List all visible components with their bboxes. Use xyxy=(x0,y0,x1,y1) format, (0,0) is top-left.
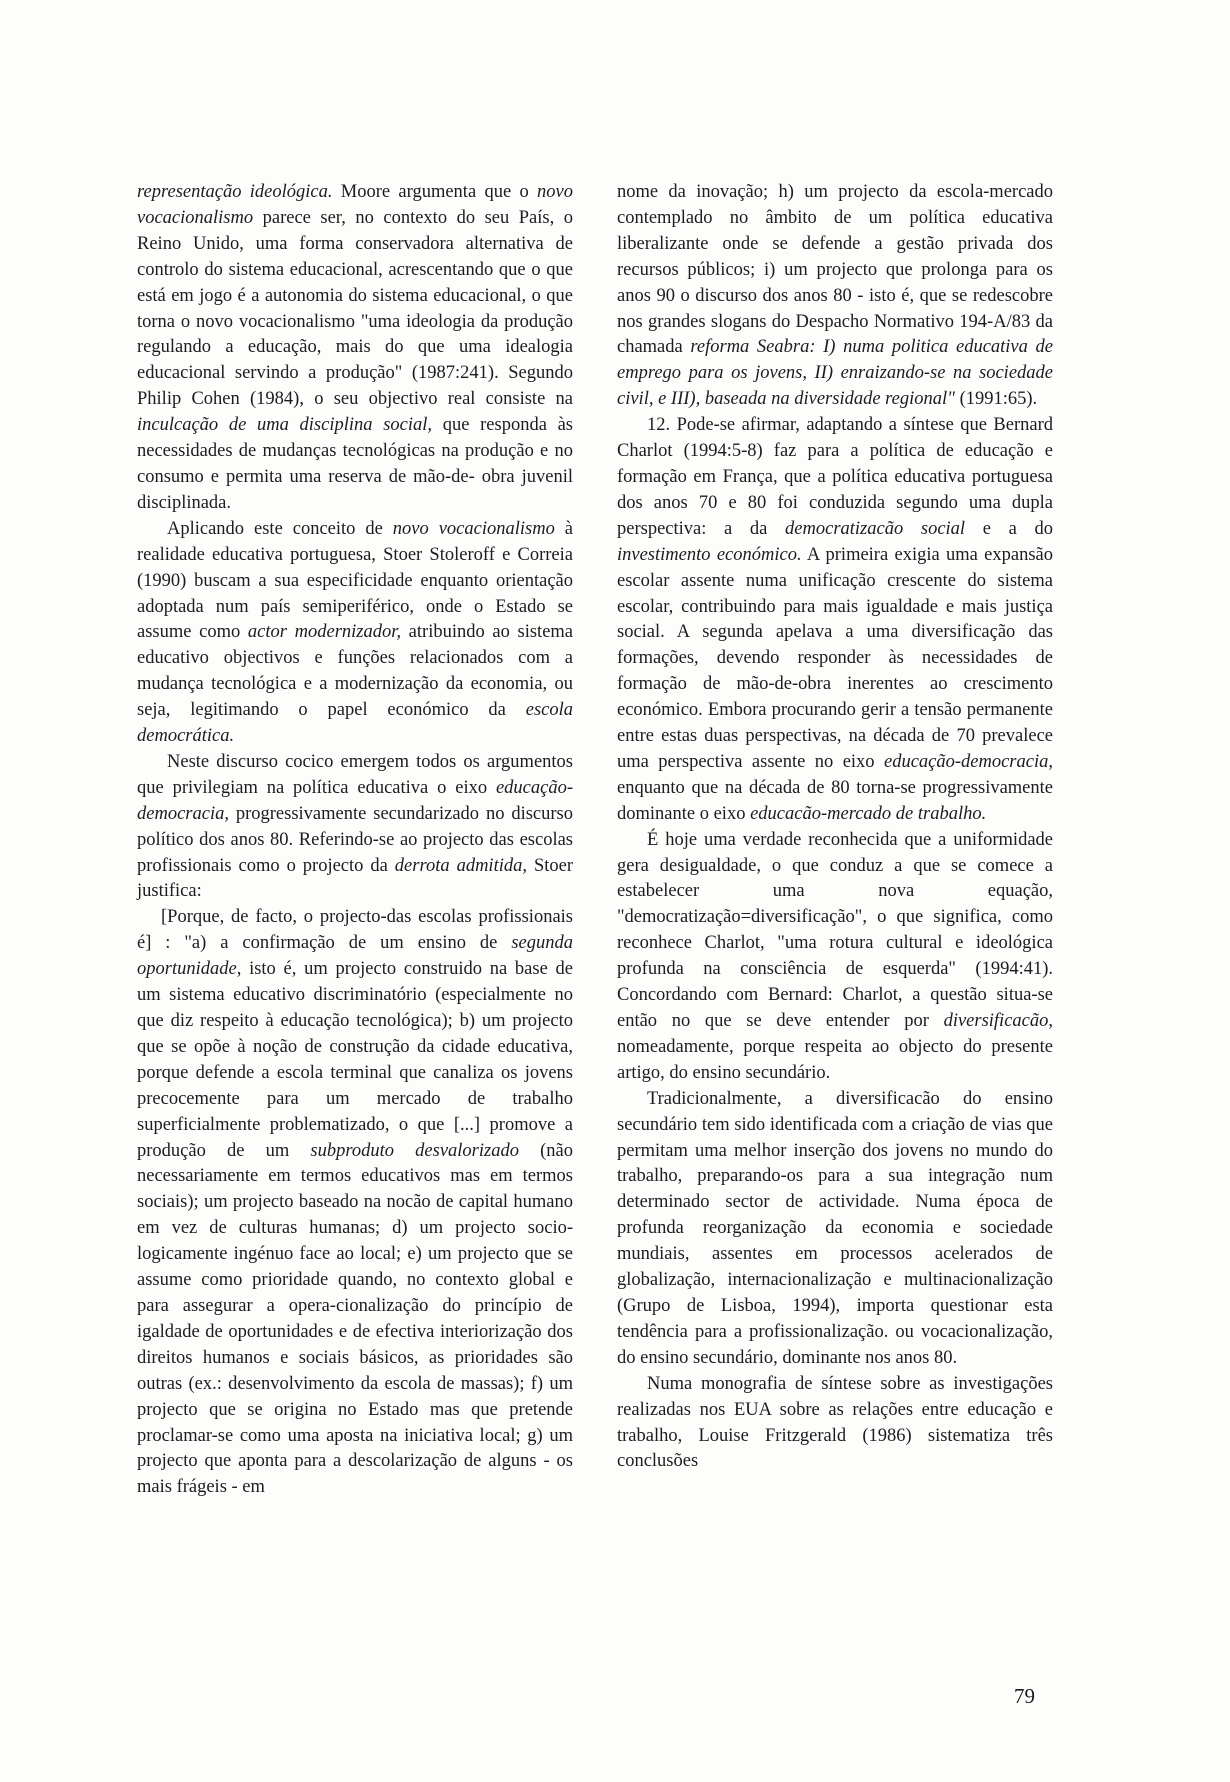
text-run: à realidade educativa portuguesa, Stoer Stoleroff e Correia (1990) buscam a sua especificidade enquanto orientação adoptada num país semiperiférico, onde o Estado se assume como xyxy=(137,518,574,643)
left-column xyxy=(137,180,573,1501)
text-run: que responda às necessidades de mudanças tecnológicas na produção e no consumo e permita uma reserva de mão-de- obra juvenil disciplinada. xyxy=(137,415,573,513)
text-run: atribuindo ao sistema educativo objectivos e funções relacionados com a mudança tecnológica e a modernização da economia, ou seja, legitimando o papel económico da xyxy=(137,622,574,721)
text-run: Neste discurso cocico emergem todos os argumentos que privilegiam na política educativa o eixo xyxy=(137,751,573,798)
paragraph xyxy=(137,517,573,750)
paragraph xyxy=(617,413,1053,828)
text-run: [Porque, de facto, o projecto-das escolas profissionais é] : "a) a confirmação de um ensino de xyxy=(137,907,573,954)
text-run: representação ideológica. xyxy=(137,182,333,202)
text-run: isto é, um projecto construido na base de um sistema educativo discriminatório (especialmente no que diz respeito à educação tecnológica); b) um projecto que se opõe à noção de construção da cidade educativa, porque defende a escola terminal que canaliza os jovens precocemente para um mercado de trabalho superficialmente problematizado, o que [...] promove a produção de um xyxy=(137,959,573,1161)
text-run: novo vocacionalismo xyxy=(392,518,555,539)
paragraph xyxy=(137,750,573,905)
paragraph xyxy=(137,180,573,517)
text-run: progressivamente secundarizado no discurso político dos anos 80. Referindo-se ao projecto das escolas profissionais como o projecto da xyxy=(137,803,573,876)
text-run: (1991:65). xyxy=(954,389,1038,410)
text-run: É hoje uma verdade reconhecida que a uniformidade gera desigualdade, o que conduz a que se comece a estabelecer uma nova equação, "democratização=diversificação", o que significa, como reconhece Charlot, "uma rotura cultural e ideológica profunda na consciência de esquerda" (1994:41). Concordando com Bernard: Charlot, a questão situa-se então no que se deve entender por xyxy=(617,829,1053,1031)
text-run: e a do xyxy=(965,518,1053,539)
text-run: 12. Pode-se afirmar, adaptando a síntese que Bernard Charlot (1994:5-8) faz para a política de educação e formação em França, que a política educativa portuguesa dos anos 70 e 80 foi conduzida segundo uma dupla perspectiva: a da xyxy=(617,415,1053,539)
text-run: reforma Seabra: I) numa politica educativa de emprego para os jovens, II) enraizando-se na sociedade civil, e III), baseada na diversidade regional" xyxy=(617,337,1053,410)
text-run: A primeira exigia uma expansão escolar assente numa unificação crescente do sistema escolar, contribuindo para mais igualdade e mais justiça social. A segunda apelava a uma diversificação das formações, devendo responder às necessidades de formação de mão-de-obra inerentes ao crescimento económico. Embora procurando gerir a tensão permanente entre estas duas perspectivas, na década de 70 prevalece uma perspectiva assente no eixo xyxy=(617,544,1053,772)
text-run: Tradicionalmente, a diversificacão do ensino secundário tem sido identificada com a criação de vias que permitam uma melhor inserção dos jovens no mundo do trabalho, preparando-os para a sua integração num determinado sector de actividade. Numa época de profunda reorganização da economia e sociedade mundiais, assentes em processos acelerados de globalização, internacionalização e multinacionalização (Grupo de Lisboa, 1994), importa questionar esta tendência para a profissionalização. ou vocacionalização, do ensino secundário, dominante nos anos 80. xyxy=(617,1088,1053,1368)
paragraph xyxy=(617,828,1053,1087)
text-run: segunda oportunidade, xyxy=(137,933,573,980)
text-run: (não necessariamente em termos educativos mas em termos sociais); um projecto baseado na nocão de capital humano em vez de culturas humanas; d) um projecto socio-logicamente ingénuo face ao local; e) um projecto que se assume como prioridade quando, no contexto global e para assegurar a opera-cionalização do princípio de igaldade de oportunidades e de efectiva interiorização dos direitos humanos e sociais básicos, as prioridades são outras (ex.: desenvolvimento da escola de massas); f) um projecto que se origina no Estado mas que pretende proclamar-se como uma aposta na iniciativa local; g) um projecto que aponta para a descolarização de alguns - os mais frágeis - em xyxy=(137,1140,573,1498)
text-run: Aplicando este conceito de xyxy=(167,518,393,539)
page-number: 79 xyxy=(1014,1684,1035,1708)
text-run: Numa monografia de síntese sobre as investigações realizadas nos EUA sobre as relações entre educação e trabalho, Louise Fritzgerald (1986) sistematiza três conclusões xyxy=(617,1373,1053,1472)
text-run: educação-democracia, xyxy=(137,777,573,824)
text-run: educacão-mercado de trabalho. xyxy=(750,803,987,824)
text-run: derrota admitida, xyxy=(394,855,527,876)
quote-continuation xyxy=(617,180,1053,413)
text-run: diversificacão, xyxy=(943,1011,1053,1031)
paragraph xyxy=(617,1372,1053,1476)
text-run: nome da inovação; h) um projecto da escola-mercado contemplado no âmbito de um política educativa liberalizante onde se defende a gestão privada dos recursos públicos; i) um projecto que prolonga para os anos 90 o discurso dos anos 80 - isto é, que se redescobre nos grandes slogans do Despacho Normativo 194-A/83 da chamada xyxy=(617,182,1053,358)
text-run: subproduto desvalorizado xyxy=(310,1140,519,1161)
text-run: inculcação de uma disciplina social, xyxy=(137,415,433,436)
text-run: educação-democracia, xyxy=(883,751,1053,772)
block-quote xyxy=(137,905,573,1501)
paragraph xyxy=(617,1087,1053,1372)
text-run: actor modernizador, xyxy=(247,622,402,643)
text-run: enquanto que na década de 80 torna-se progressivamente dominante o eixo xyxy=(617,777,1053,824)
text-run: parece ser, no contexto do seu País, o Reino Unido, uma forma conservadora alternativa de controlo do sistema educacional, acrescentando que o que está em jogo é a autonomia do sistema educacional, o que torna o novo vocacionalismo "uma ideologia da produção regulando a educação, mais do que uma idealogia educacional servindo a produção" (1987:241). Segundo Philip Cohen (1984), o seu objectivo real consiste na xyxy=(137,207,573,410)
text-run: Moore argumenta que o xyxy=(332,182,538,202)
right-column xyxy=(617,180,1053,1475)
text-run: escola democrática. xyxy=(137,700,573,747)
text-run: investimento económico. xyxy=(617,544,802,565)
text-run: nomeadamente, porque respeita ao objecto do presente artigo, do ensino secundário. xyxy=(617,1036,1053,1083)
text-run: democratizacão social xyxy=(785,518,966,539)
text-run: Stoer justifica: xyxy=(137,855,573,902)
text-run: novo vocacionalismo xyxy=(137,182,573,228)
